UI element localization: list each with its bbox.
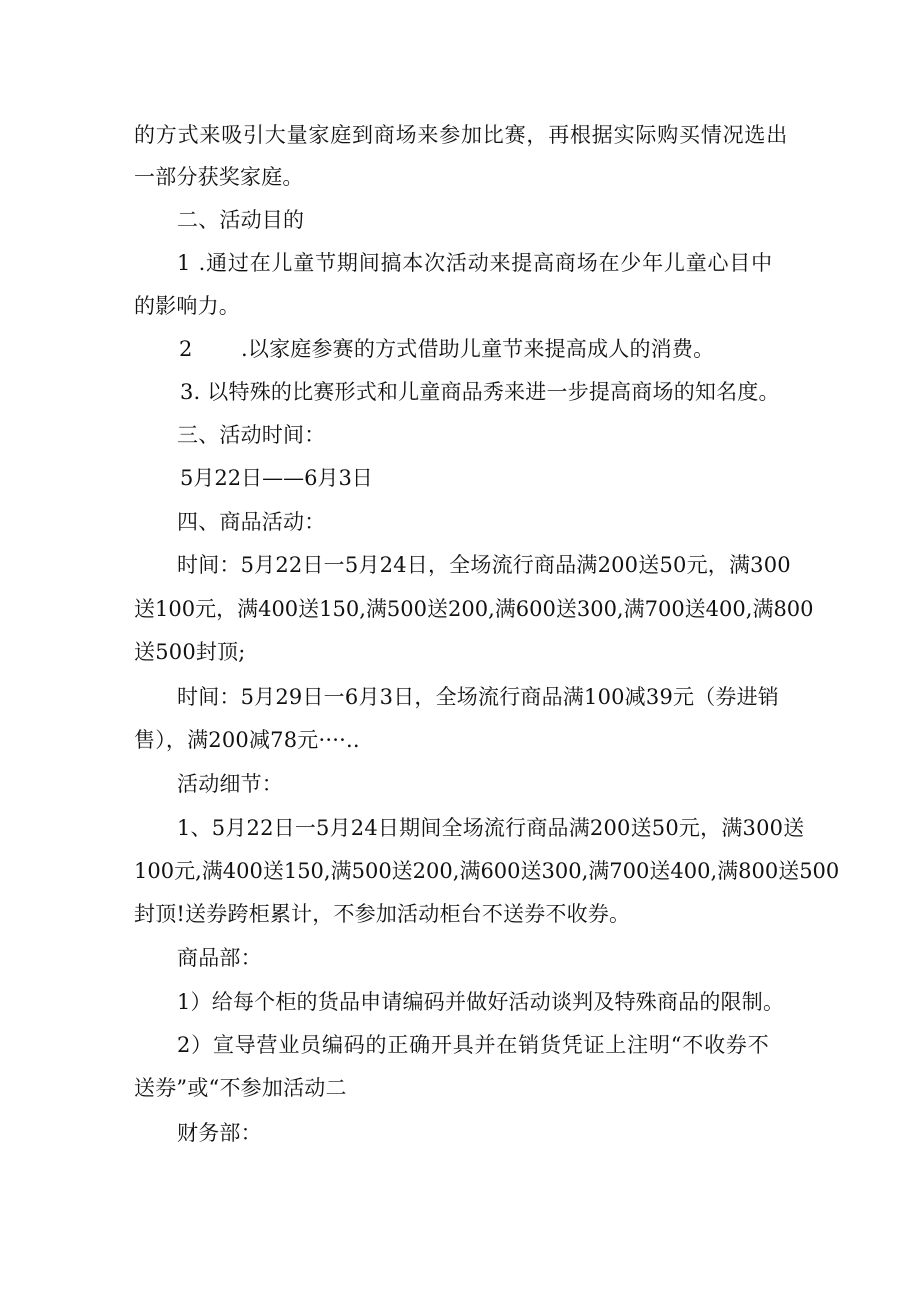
text-line: 1、5月22日一5月24日期间全场流行商品满200送50元，满300送 <box>177 816 805 840</box>
section-heading: 活动细节： <box>177 772 283 796</box>
text-line: 送500封顶; <box>134 640 246 664</box>
section-heading: 二、活动目的 <box>177 208 305 232</box>
text-line: 3. 以特殊的比赛形式和儿童商品秀来进一步提高商场的知名度。 <box>180 380 780 404</box>
text-line: 时间：5月29日一6月3日，全场流行商品满100减39元（券进销 <box>177 685 780 709</box>
text-line: 2）宣导营业员编码的正确开具并在销货凭证上注明“不收券不 <box>177 1033 770 1057</box>
date-range: 5月22日——6月3日 <box>180 466 373 490</box>
text-line: 时间：5月22日一5月24日，全场流行商品满200送50元，满300 <box>177 553 791 577</box>
text-line: 一部分获奖家庭。 <box>134 165 304 189</box>
section-heading: 商品部： <box>177 946 262 970</box>
list-number: 2 <box>179 337 193 361</box>
text-line: 的方式来吸引大量家庭到商场来参加比赛，再根据实际购买情况选出 <box>134 123 788 147</box>
text-line: 送100元，满400送150,满500送200,满600送300,满700送400,满800 <box>134 597 814 621</box>
text-line: 售），满200减78元····.. <box>134 728 360 752</box>
section-heading: 三、活动时间： <box>177 423 326 447</box>
text-line: .以家庭参赛的方式借助儿童节来提高成人的消费。 <box>241 337 715 361</box>
section-heading: 四、商品活动： <box>177 510 326 534</box>
text-line: 1 .通过在儿童节期间搞本次活动来提高商场在少年儿童心目中 <box>177 251 773 275</box>
text-line: 送券”或“不参加活动二 <box>134 1076 347 1100</box>
text-line: 100元,满400送150,满500送200,满600送300,满700送400,满800送500 <box>134 859 840 883</box>
text-line: 的影响力。 <box>134 294 240 318</box>
text-line: 1）给每个柜的货品申请编码并做好活动谈判及特殊商品的限制。 <box>177 990 785 1014</box>
text-line: 封顶!送券跨柜累计，不参加活动柜台不送券不收券。 <box>134 902 631 926</box>
numbered-line <box>179 334 714 364</box>
section-heading: 财务部： <box>177 1121 262 1145</box>
